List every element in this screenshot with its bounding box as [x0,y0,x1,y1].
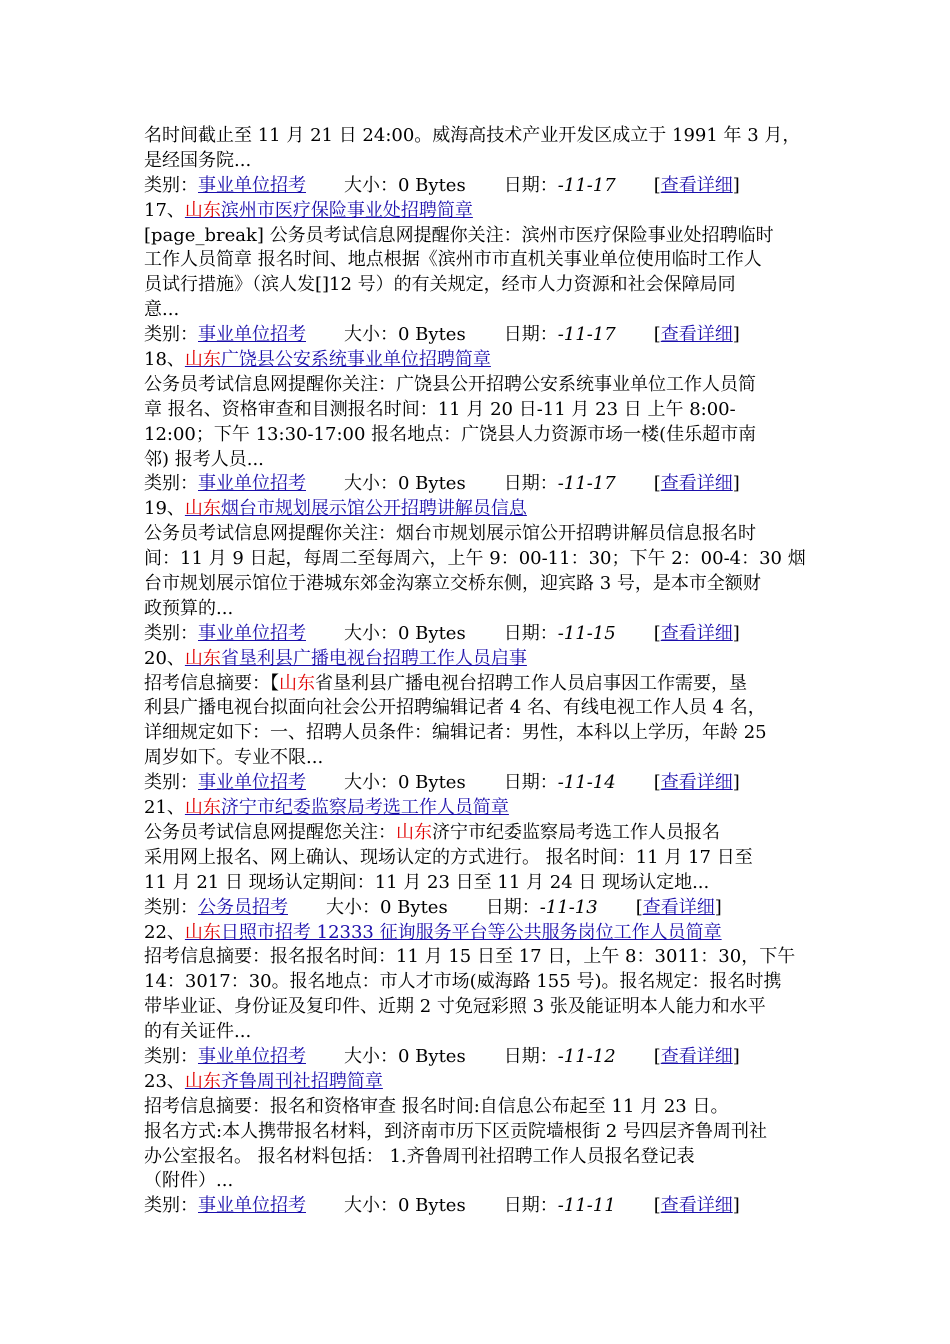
size-field [326,896,448,921]
summary-line [144,1145,814,1170]
view-detail [654,174,740,199]
summary-text: 招考信息摘要：报名和资格审查 报名时间:自信息公布起至 11 月 23 日。 [144,1095,729,1117]
summary-text: （附件）... [144,1170,234,1192]
keyword-highlight: 山东 [184,498,221,520]
summary-text: 报名方式:本人携带报名材料，到济南市历下区贡院墙根街 2 号四层齐鲁周刊社 [144,1120,767,1142]
meta-row [144,174,814,199]
meta-row [144,1045,814,1070]
size-label: 大小： [344,1195,398,1217]
date-field [504,1194,616,1219]
view-detail-link[interactable]: 查看详细 [660,1045,733,1067]
view-detail [654,1194,740,1219]
summary-text: 招考信息摘要：报名报名时间：11 月 15 日至 17 日，上午 8：3011：30，下午 [144,946,796,968]
category-link[interactable]: 事业单位招考 [198,1195,306,1217]
summary-line [144,597,814,622]
date-field [504,771,616,796]
view-detail-link[interactable]: 查看详细 [660,473,733,495]
summary-line [144,1020,814,1045]
summary-text: 省垦利县广播电视台招聘工作人员启事因工作需要，垦 [315,672,747,694]
meta-row [144,771,814,796]
item-title-text: 广饶县公安系统事业单位招聘简章 [220,349,491,371]
summary-text: 的有关证件... [144,1021,252,1043]
date-label: 日期： [503,324,558,346]
category-label: 类别： [144,473,198,495]
bracket-close: ] [732,174,740,196]
summary-text: 政预算的... [144,597,234,619]
item-heading [144,497,814,522]
bracket-close: ] [732,324,740,346]
summary-line [144,298,814,323]
summary-text: 14：3017：30。报名地点：市人才市场(威海路 155 号)。报名规定：报名时携 [144,971,782,993]
size-label: 大小： [326,896,380,918]
summary-line [144,721,814,746]
bracket-open: [ [653,772,661,794]
list-item [144,796,814,920]
size-field [344,1045,466,1070]
item-title-text: 齐鲁周刊社招聘简章 [220,1070,383,1092]
category-label: 类别： [144,174,198,196]
keyword-highlight: 山东 [396,821,432,843]
item-number: 18、 [144,349,185,371]
item-heading [144,796,814,821]
size-field [344,771,466,796]
date-value: -11-11 [557,1195,616,1217]
intro-block [144,124,814,199]
date-field [504,323,616,348]
summary-text: 采用网上报名、网上确认、现场认定的方式进行。 报名时间：11 月 17 日至 [144,846,753,868]
summary-line [144,398,814,423]
size-label: 大小： [344,1045,398,1067]
category-link[interactable]: 事业单位招考 [198,174,306,196]
summary-text: 意... [144,299,180,321]
item-number: 20、 [144,647,185,669]
item-heading [144,921,814,946]
size-value: 0 Bytes [398,1195,466,1217]
summary-line [144,970,814,995]
summary-line [144,821,814,846]
item-title-link[interactable] [185,797,509,818]
summary-text: 济宁市纪委监察局考选工作人员报名 [432,821,720,843]
date-value: -11-13 [539,896,598,918]
bracket-open: [ [653,1195,661,1217]
category-label: 类别： [144,622,198,644]
summary-text: 工作人员简章 报名时间、地点根据《滨州市市直机关事业单位使用临时工作人 [144,249,762,271]
summary-line [144,572,814,597]
bracket-close: ] [732,622,740,644]
summary-text: 周岁如下。专业不限... [144,747,324,769]
category-field [144,771,306,796]
summary-line [144,1169,814,1194]
size-field [344,1194,466,1219]
list-item [144,921,814,1070]
summary-text: 办公室报名。 报名材料包括： 1.齐鲁周刊社招聘工作人员报名登记表 [144,1145,695,1167]
size-value: 0 Bytes [398,772,466,794]
summary-text: 招考信息摘要：【 [144,672,279,694]
category-field [144,323,306,348]
summary-line [144,248,814,273]
size-value: 0 Bytes [398,174,466,196]
date-label: 日期： [503,1195,558,1217]
date-value: -11-17 [557,324,616,346]
summary-line [144,522,814,547]
date-label: 日期： [503,174,558,196]
keyword-highlight: 山东 [184,349,221,371]
bracket-open: [ [653,174,661,196]
document-page [144,124,814,1219]
summary-text: 员试行措施》（滨人发[]12 号）的有关规定，经市人力资源和社会保障局同 [144,274,736,296]
list-item [144,647,814,796]
category-label: 类别： [144,324,198,346]
size-value: 0 Bytes [398,473,466,495]
view-detail [654,1045,740,1070]
view-detail [654,472,740,497]
item-heading [144,199,814,224]
size-value: 0 Bytes [398,1045,466,1067]
category-label: 类别： [144,1195,198,1217]
bracket-open: [ [635,896,643,918]
bracket-close: ] [732,1195,740,1217]
summary-line [144,448,814,473]
category-field [144,1194,306,1219]
size-value: 0 Bytes [398,622,466,644]
view-detail [654,323,740,348]
category-label: 类别： [144,772,198,794]
category-link[interactable]: 事业单位招考 [198,473,306,495]
summary-line [144,1120,814,1145]
size-value: 0 Bytes [380,896,448,918]
summary-text: 详细规定如下：一、招聘人员条件：编辑记者：男性，本科以上学历，年龄 25 [144,722,767,744]
summary-text: 利县广播电视台拟面向社会公开招聘编辑记者 4 名、有线电视工作人员 4 名， [144,697,766,719]
keyword-highlight: 山东 [279,672,315,694]
date-value: -11-12 [557,1045,616,1067]
size-label: 大小： [344,473,398,495]
list-item [144,497,814,646]
summary-line [144,871,814,896]
view-detail-link[interactable]: 查看详细 [642,896,715,918]
size-field [344,174,466,199]
category-label: 类别： [144,896,198,918]
summary-line [144,672,814,697]
bracket-open: [ [653,1045,661,1067]
keyword-highlight: 山东 [184,647,221,669]
date-label: 日期： [503,473,558,495]
keyword-highlight: 山东 [184,797,221,819]
item-number: 21、 [144,797,185,819]
list-item [144,199,814,348]
item-title-text: 济宁市纪委监察局考选工作人员简章 [220,797,509,819]
view-detail-link[interactable]: 查看详细 [660,1195,733,1217]
item-heading [144,348,814,373]
item-number: 19、 [144,498,185,520]
view-detail-link[interactable]: 查看详细 [660,324,733,346]
item-title-link[interactable] [185,200,473,221]
bracket-close: ] [732,772,740,794]
summary-line [144,373,814,398]
summary-line [144,696,814,721]
item-title-text: 烟台市规划展示馆公开招聘讲解员信息 [220,498,527,520]
category-field [144,472,306,497]
item-heading [144,647,814,672]
item-title-text: 日照市招考 12333 征询服务平台等公共服务岗位工作人员简章 [220,921,722,943]
view-detail [654,771,740,796]
category-field [144,622,306,647]
date-value: -11-17 [557,174,616,196]
category-link[interactable]: 公务员招考 [198,896,288,918]
summary-text: 章 报名、资格审查和目测报名时间：11 月 20 日-11 月 23 日 上午 8:00- [144,398,736,420]
size-label: 大小： [344,324,398,346]
summary-text: 间：11 月 9 日起，每周二至每周六，上午 9：00-11：30；下午 2：00-4：30 烟 [144,548,806,570]
summary-line [144,423,814,448]
date-label: 日期： [503,1045,558,1067]
date-field [504,174,616,199]
item-title-link[interactable] [185,648,527,669]
category-link[interactable]: 事业单位招考 [198,324,306,346]
summary-line [144,273,814,298]
category-label: 类别： [144,1045,198,1067]
category-link[interactable]: 事业单位招考 [198,622,306,644]
item-number: 22、 [144,921,185,943]
summary-text: 邻) 报考人员... [144,448,264,470]
bracket-open: [ [653,622,661,644]
size-label: 大小： [344,174,398,196]
category-field [144,1045,306,1070]
summary-line [144,746,814,771]
item-heading [144,1070,814,1095]
view-detail-link[interactable]: 查看详细 [660,772,733,794]
size-field [344,472,466,497]
view-detail-link[interactable]: 查看详细 [660,174,733,196]
summary-line [144,945,814,970]
date-label: 日期： [485,896,540,918]
summary-text: 12:00；下午 13:30-17:00 报名地点：广饶县人力资源市场一楼(佳乐超市南 [144,423,757,445]
meta-row [144,323,814,348]
category-link[interactable]: 事业单位招考 [198,1045,306,1067]
date-value: -11-15 [557,622,616,644]
summary-text: 公务员考试信息网提醒您关注： [144,821,396,843]
summary-text: 11 月 21 日 现场认定期间：11 月 23 日至 11 月 24 日 现场认定地... [144,871,710,893]
item-title-link[interactable] [185,349,491,370]
date-field [504,472,616,497]
summary-line [144,995,814,1020]
item-title-link[interactable] [185,1071,383,1092]
summary-line [144,846,814,871]
summary-text: 带毕业证、身份证及复印件、近期 2 寸免冠彩照 3 张及能证明本人能力和水平 [144,996,766,1018]
item-title-link[interactable] [185,922,722,943]
date-field [504,622,616,647]
summary-text: [page_break] 公务员考试信息网提醒你关注：滨州市医疗保险事业处招聘临时 [144,224,774,246]
size-value: 0 Bytes [398,324,466,346]
summary-line [144,224,814,249]
size-label: 大小： [344,622,398,644]
date-value: -11-17 [557,473,616,495]
summary-line: 是经国务院... [144,149,252,171]
view-detail-link[interactable]: 查看详细 [660,622,733,644]
category-link[interactable]: 事业单位招考 [198,772,306,794]
summary-line [144,547,814,572]
size-field [344,622,466,647]
keyword-highlight: 山东 [184,199,221,221]
view-detail [654,622,740,647]
date-field [504,1045,616,1070]
article-list [144,199,814,1220]
keyword-highlight: 山东 [184,921,221,943]
date-value: -11-14 [557,772,616,794]
item-title-link[interactable] [185,498,527,519]
bracket-close: ] [732,473,740,495]
meta-row [144,1194,814,1219]
item-number: 23、 [144,1070,185,1092]
size-label: 大小： [344,772,398,794]
summary-line: 名时间截止至 11 月 21 日 24:00。威海高技术产业开发区成立于 1991 年 3 月， [144,125,801,146]
item-number: 17、 [144,199,185,221]
list-item [144,1070,814,1219]
summary-text: 公务员考试信息网提醒你关注：烟台市规划展示馆公开招聘讲解员信息报名时 [144,523,756,545]
summary-text: 台市规划展示馆位于港城东郊金沟寨立交桥东侧，迎宾路 3 号，是本市全额财 [144,573,761,595]
date-label: 日期： [503,622,558,644]
size-field [344,323,466,348]
bracket-open: [ [653,324,661,346]
bracket-close: ] [732,1045,740,1067]
summary-text: 公务员考试信息网提醒你关注：广饶县公开招聘公安系统事业单位工作人员简 [144,373,756,395]
meta-row [144,472,814,497]
category-field [144,896,288,921]
bracket-close: ] [714,896,722,918]
item-title-text: 滨州市医疗保险事业处招聘简章 [220,199,473,221]
view-detail [636,896,722,921]
category-field [144,174,306,199]
date-label: 日期： [503,772,558,794]
summary-line [144,1095,814,1120]
list-item [144,348,814,497]
meta-row [144,622,814,647]
meta-row [144,896,814,921]
bracket-open: [ [653,473,661,495]
item-title-text: 省垦利县广播电视台招聘工作人员启事 [220,647,527,669]
date-field [486,896,598,921]
keyword-highlight: 山东 [184,1070,221,1092]
